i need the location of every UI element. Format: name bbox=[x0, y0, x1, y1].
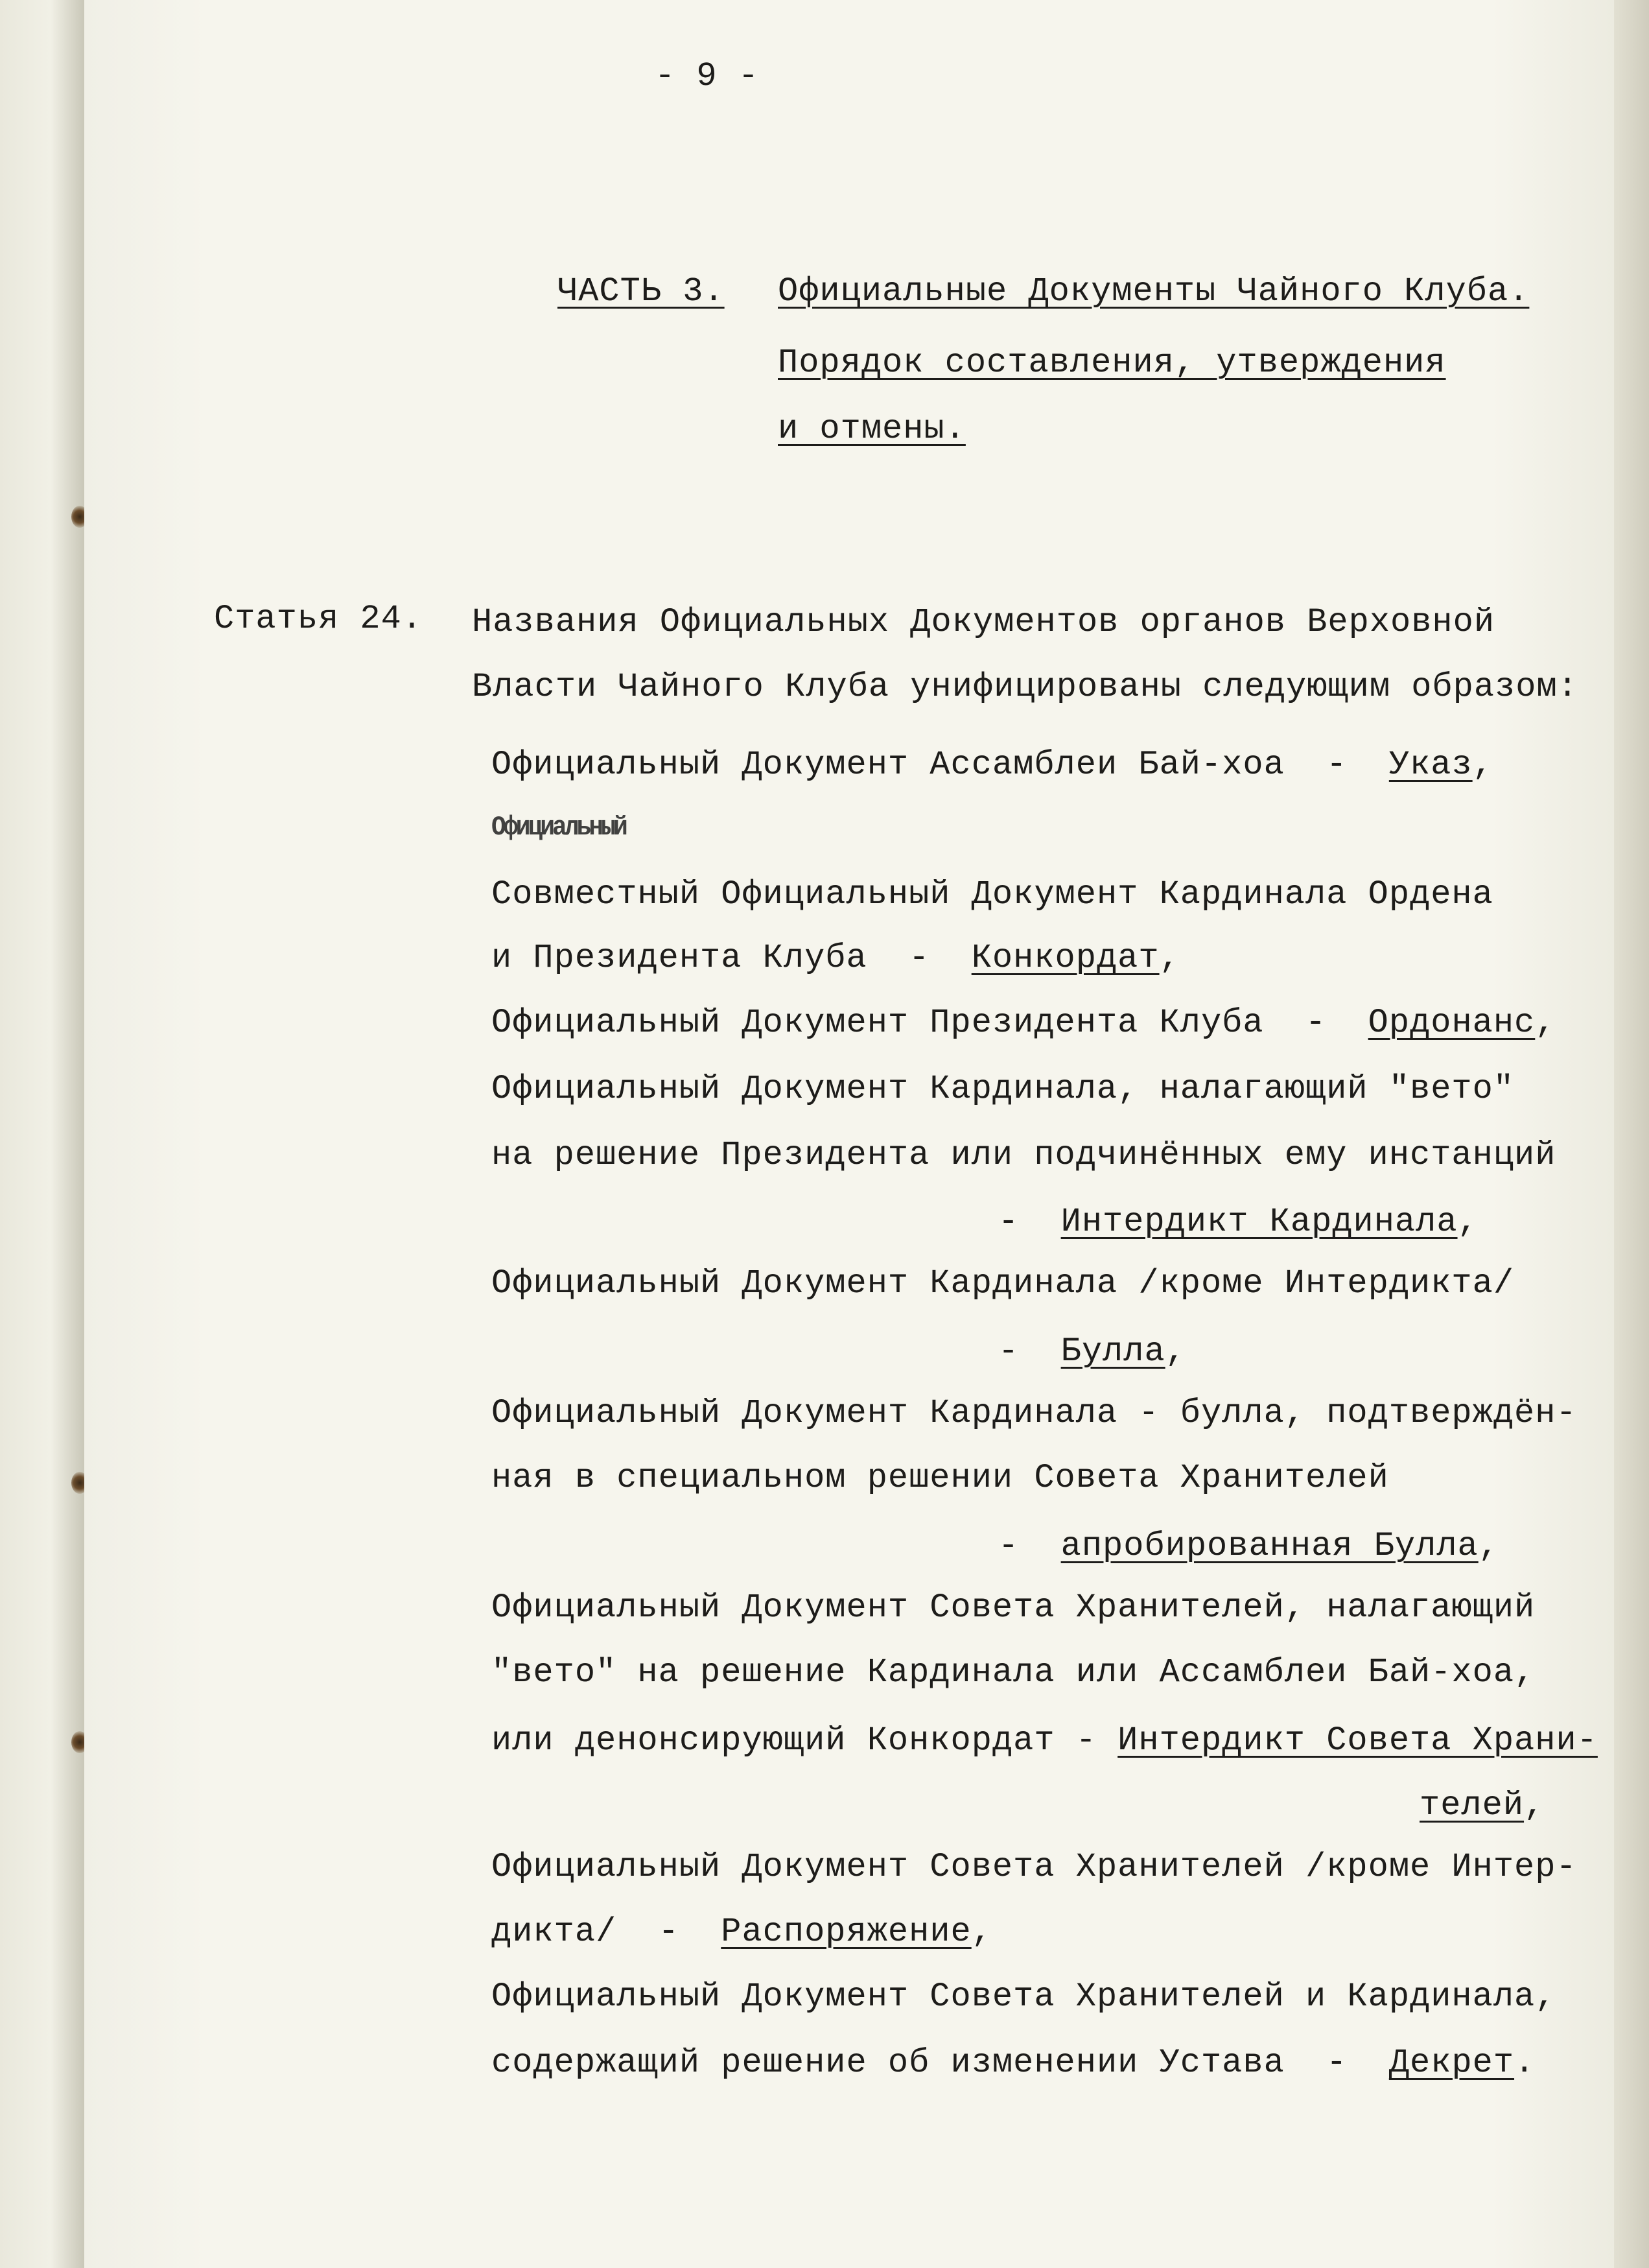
entry-line-5: Официальный Документ Кардинала, налагающий "вето" bbox=[491, 1070, 1515, 1108]
entry-line-18: дикта/ - Распоряжение, bbox=[491, 1913, 992, 1951]
article-label: Статья 24. bbox=[214, 600, 423, 638]
entry-line-13: Официальный Документ Совета Хранителей, налагающий bbox=[491, 1589, 1536, 1627]
entry-line-6: на решение Президента или подчинённых ему инстанций bbox=[491, 1136, 1556, 1174]
term-konkordat: Конкордат bbox=[971, 939, 1160, 977]
entry-line-7: - Интердикт Кардинала, bbox=[998, 1203, 1479, 1241]
entry-line-16: телей, bbox=[1420, 1786, 1545, 1825]
entry-line-2: Совместный Официальный Документ Кардинала Ордена bbox=[491, 875, 1493, 914]
entry-line-12: - апробированная Булла, bbox=[998, 1527, 1499, 1565]
entry-line-4: Официальный Документ Президента Клуба - Ордонанс, bbox=[491, 1004, 1556, 1042]
term-interdikt-kardinala: Интердикт Кардинала bbox=[1060, 1203, 1458, 1241]
article-intro-line-2: Власти Чайного Клуба унифицированы следующим образом: bbox=[472, 668, 1578, 706]
entry-line-8: Официальный Документ Кардинала /кроме Интердикта/ bbox=[491, 1264, 1515, 1303]
previous-page-edge bbox=[0, 0, 86, 2268]
term-dekret: Декрет bbox=[1388, 2044, 1515, 2082]
entry-line-17: Официальный Документ Совета Хранителей /кроме Интер- bbox=[491, 1848, 1577, 1886]
term-interdikt-soveta: Интердикт Совета Храни- bbox=[1117, 1721, 1598, 1760]
entry-line-11: ная в специальном решении Совета Хранителей bbox=[491, 1459, 1389, 1497]
entry-line-1: Официальный Документ Ассамблеи Бай-хоа - Указ, bbox=[491, 746, 1493, 784]
term-ukaz: Указ bbox=[1388, 746, 1473, 784]
entry-line-15: или денонсирующий Конкордат - Интердикт Совета Храни- bbox=[491, 1721, 1598, 1760]
part-label: ЧАСТЬ 3. bbox=[557, 272, 725, 311]
struck-out-word: Официальный bbox=[491, 812, 626, 844]
entry-line-19: Официальный Документ Совета Хранителей и Кардинала, bbox=[491, 1978, 1556, 2016]
entry-line-10: Официальный Документ Кардинала - булла, подтверждён- bbox=[491, 1394, 1577, 1432]
article-intro-line-1: Названия Официальных Документов органов Верховной bbox=[472, 603, 1495, 641]
page-number: - 9 - bbox=[655, 57, 760, 95]
entry-line-3: и Президента Клуба - Конкордат, bbox=[491, 939, 1180, 977]
entry-line-9: - Булла, bbox=[998, 1332, 1186, 1371]
heading-line-1: Официальные Документы Чайного Клуба. bbox=[778, 272, 1530, 311]
heading-line-2: Порядок составления, утверждения bbox=[778, 344, 1446, 382]
term-ordonans: Ордонанс bbox=[1368, 1004, 1536, 1042]
entry-line-20: содержащий решение об изменении Устава - Декрет. bbox=[491, 2044, 1536, 2082]
page-right-edge bbox=[1614, 0, 1649, 2268]
term-bulla: Булла bbox=[1060, 1332, 1165, 1371]
heading-line-3: и отмены. bbox=[778, 410, 966, 448]
term-aprobirovannaya-bulla: апробированная Булла bbox=[1060, 1527, 1479, 1565]
entry-line-14: "вето" на решение Кардинала или Ассамблеи Бай-хоа, bbox=[491, 1653, 1536, 1692]
term-rasporyazhenie: Распоряжение bbox=[721, 1913, 972, 1951]
